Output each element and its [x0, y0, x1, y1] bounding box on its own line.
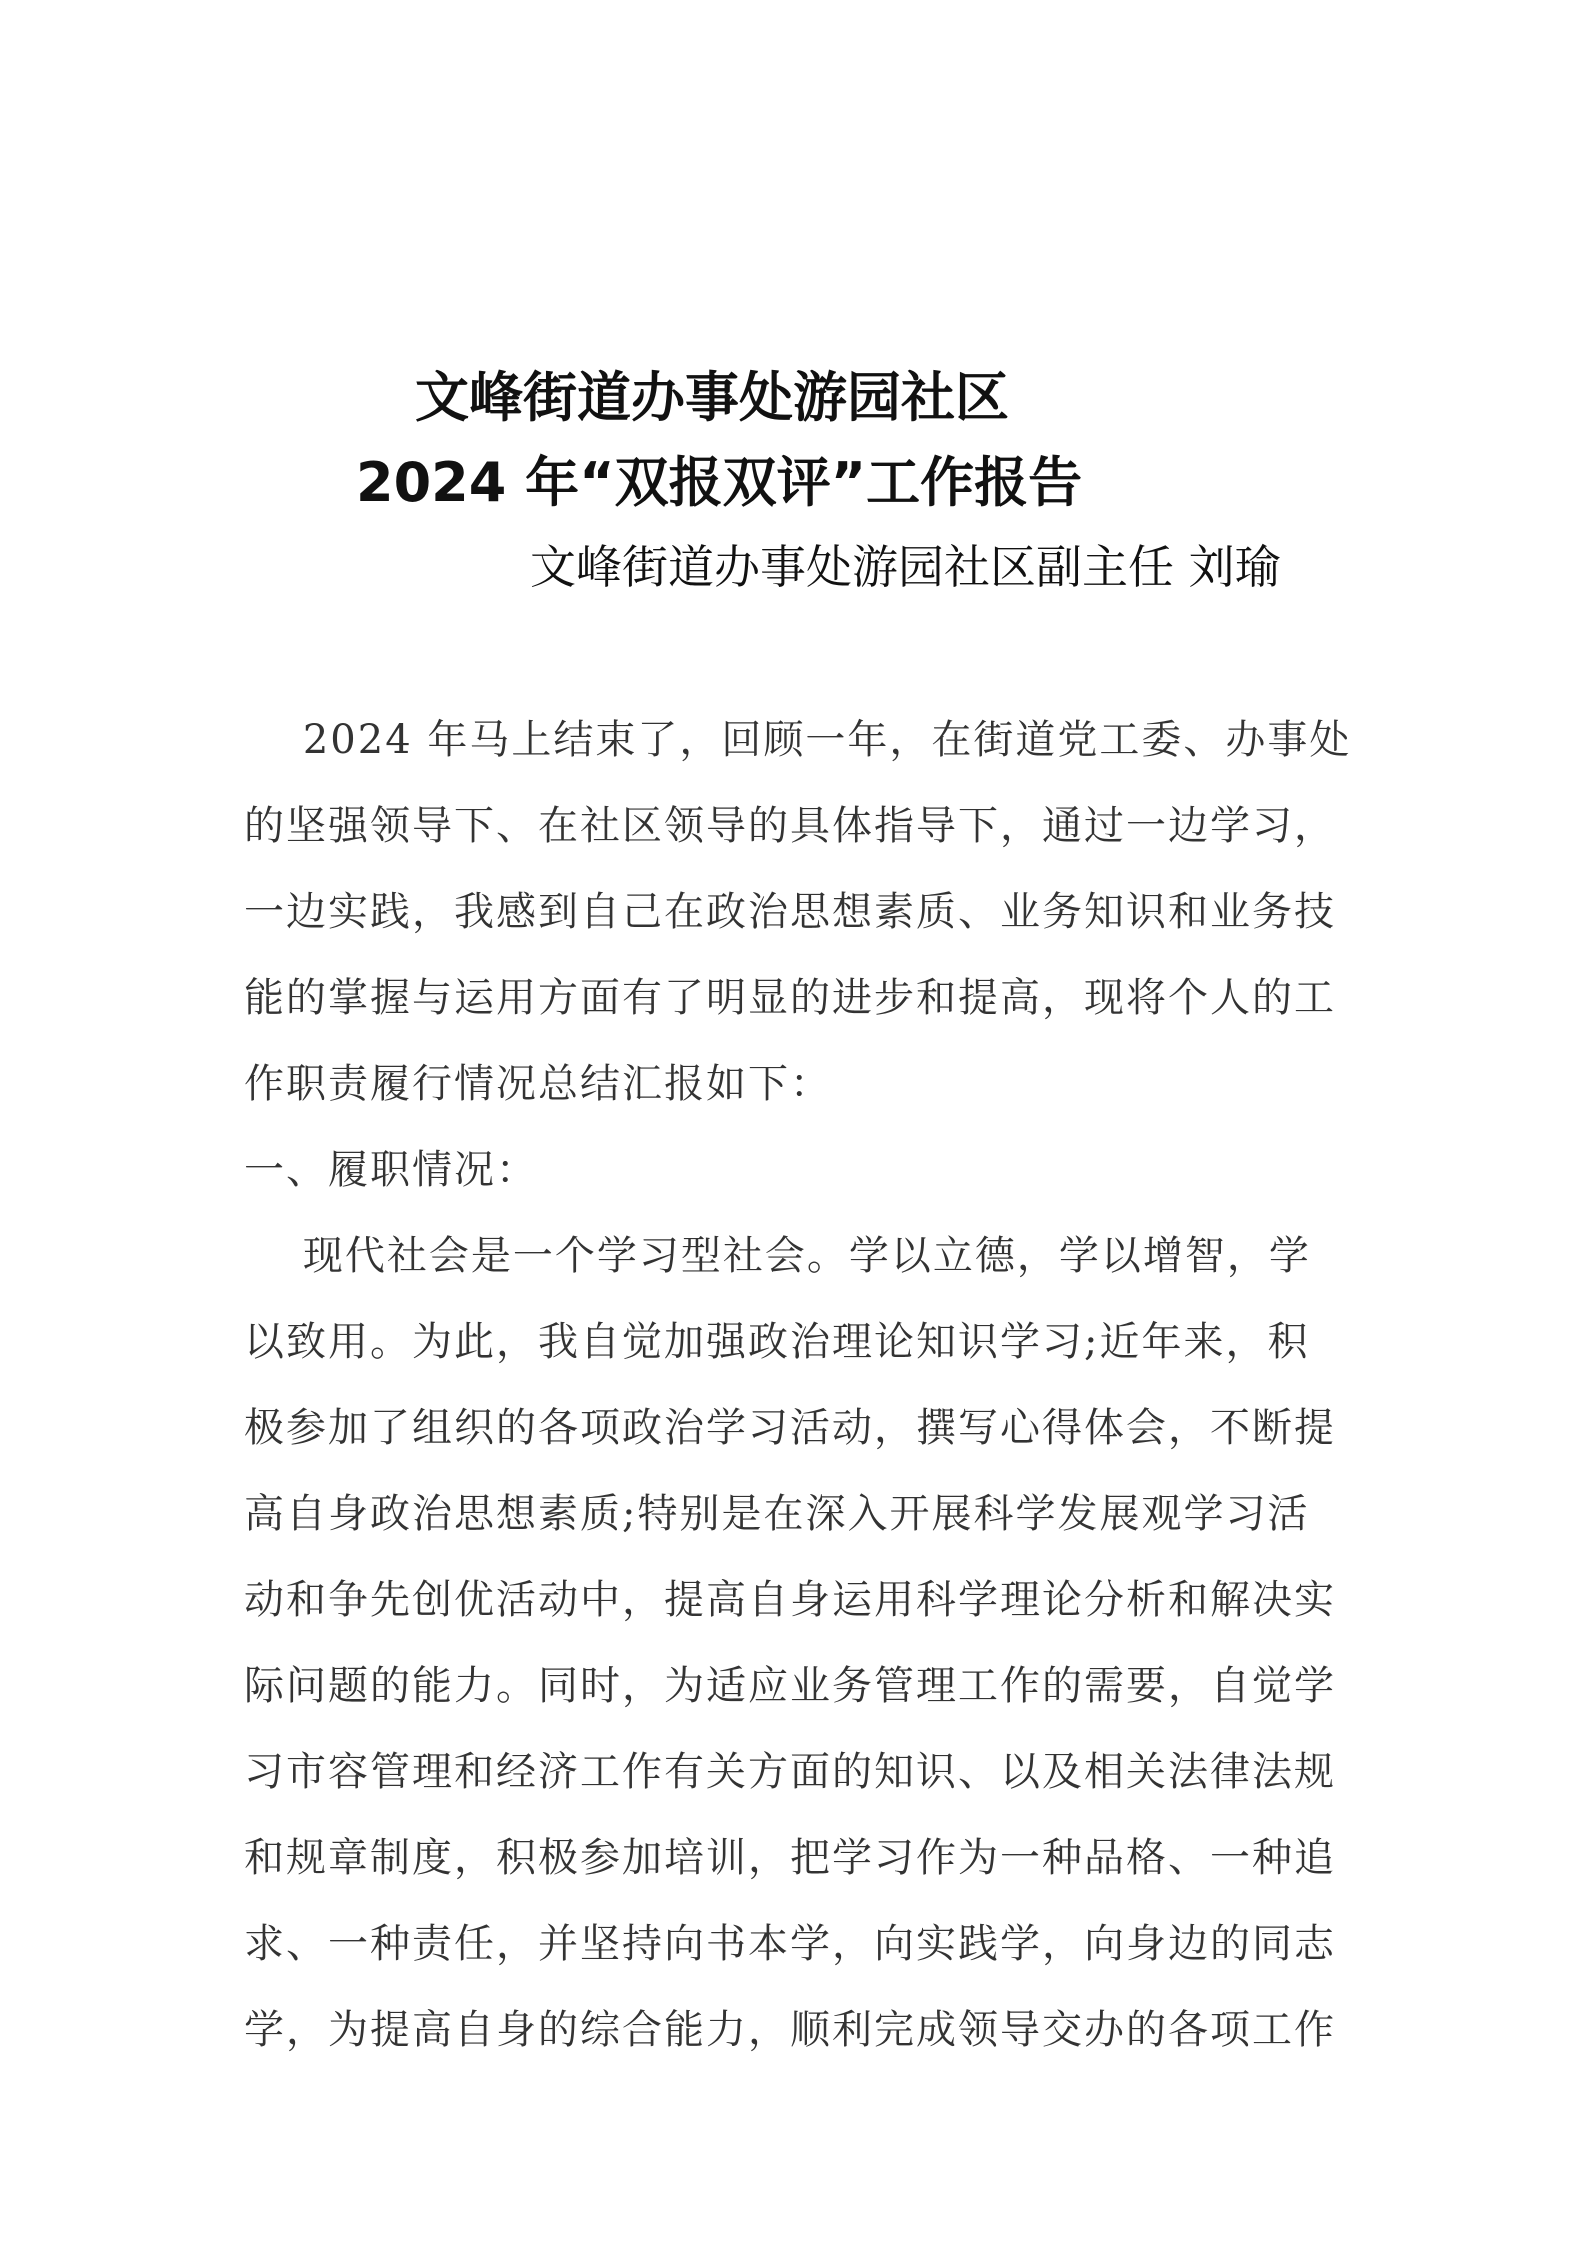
body-line: 高自身政治思想素质;特别是在深入开展科学发展观学习活	[244, 1491, 1310, 1537]
body-line: 2024 年马上结束了，回顾一年，在街道党工委、办事处	[244, 717, 1352, 763]
body-line: 一边实践，我感到自己在政治思想素质、业务知识和业务技	[244, 889, 1336, 935]
body-line: 以致用。为此，我自觉加强政治理论知识学习;近年来，积	[244, 1319, 1310, 1365]
body-line: 习市容管理和经济工作有关方面的知识、以及相关法律法规	[244, 1749, 1336, 1795]
body-line: 际问题的能力。同时，为适应业务管理工作的需要，自觉学	[244, 1663, 1336, 1709]
body-line: 动和争先创优活动中，提高自身运用科学理论分析和解决实	[244, 1577, 1336, 1623]
section-heading: 一、履职情况：	[244, 1147, 538, 1193]
body-line: 求、一种责任，并坚持向书本学，向实践学，向身边的同志	[244, 1921, 1336, 1967]
body-line: 极参加了组织的各项政治学习活动，撰写心得体会，不断提	[244, 1405, 1336, 1451]
document-body	[244, 697, 1352, 2073]
document-author: 文峰街道办事处游园社区副主任 刘瑜	[530, 540, 1281, 594]
body-line: 现代社会是一个学习型社会。学以立德，学以增智，学	[244, 1233, 1311, 1279]
document-title-line-2: 2024 年“双报双评”工作报告	[356, 451, 1083, 514]
body-line: 和规章制度，积极参加培训，把学习作为一种品格、一种追	[244, 1835, 1336, 1881]
body-line: 的坚强领导下、在社区领导的具体指导下，通过一边学习，	[244, 803, 1336, 849]
document-title-line-1: 文峰街道办事处游园社区	[415, 366, 1009, 429]
body-line: 作职责履行情况总结汇报如下：	[244, 1061, 832, 1107]
body-line: 学，为提高自身的综合能力，顺利完成领导交办的各项工作	[244, 2007, 1336, 2053]
body-line: 能的掌握与运用方面有了明显的进步和提高，现将个人的工	[244, 975, 1336, 1021]
